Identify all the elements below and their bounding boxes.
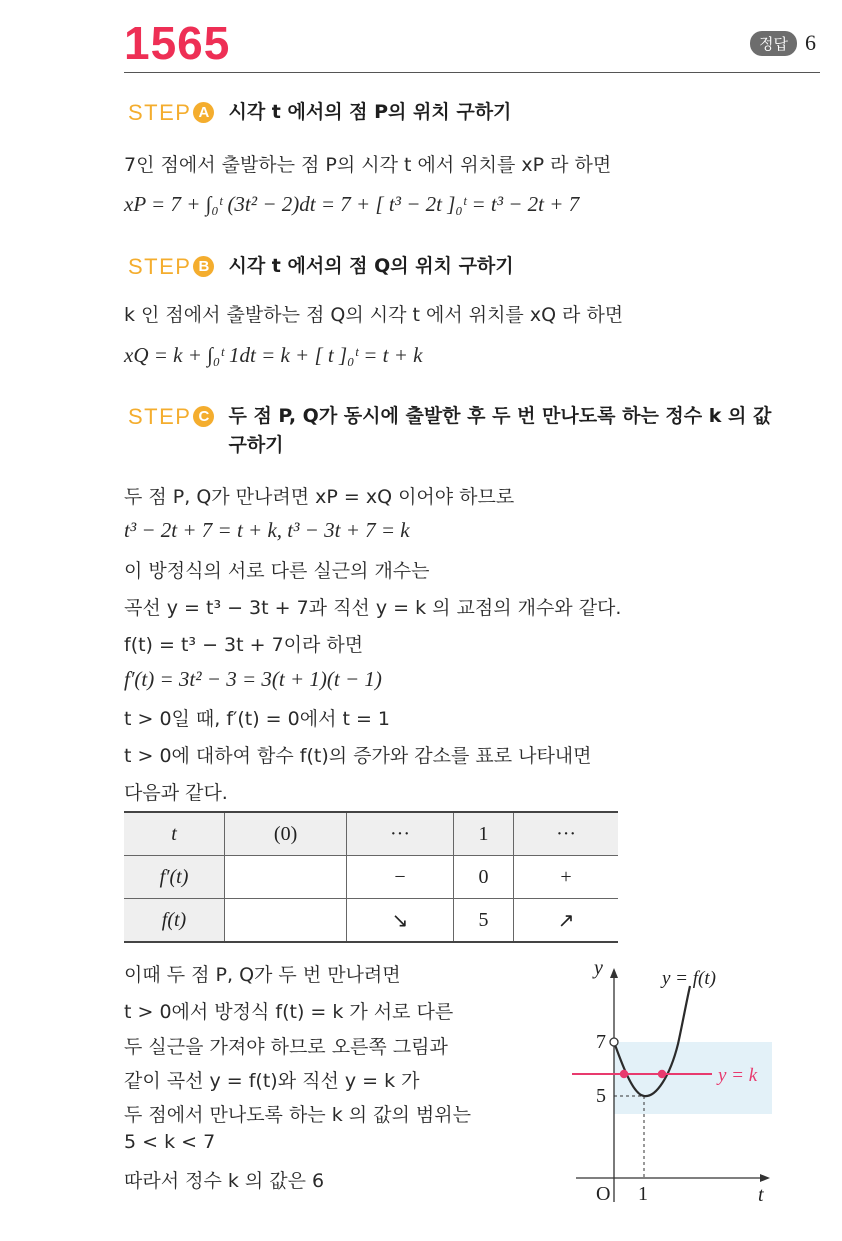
- y-axis-arrow: [610, 968, 618, 978]
- table-cell: [225, 899, 347, 943]
- answer-value: 6: [805, 30, 816, 55]
- t-axis-label: t: [758, 1184, 764, 1206]
- table-cell: f′(t): [124, 856, 225, 899]
- step-a-letter: A: [193, 102, 214, 123]
- intersection-point: [658, 1070, 666, 1078]
- step-c-line-8: 다음과 같다.: [124, 782, 228, 804]
- table-row: [124, 899, 618, 943]
- variation-table: [124, 811, 618, 943]
- table-cell: ···: [347, 812, 454, 856]
- conclusion-line-3: 같이 곡선 y = f(t)와 직선 y = k 가: [124, 1070, 420, 1092]
- conclusion-line-5: 5 < k < 7: [124, 1131, 216, 1153]
- step-b-line: k 인 점에서 출발하는 점 Q의 시각 t 에서 위치를 xQ 라 하면: [124, 304, 624, 326]
- step-a-word: STEP: [128, 100, 192, 125]
- y-axis-label: y: [594, 957, 603, 979]
- origin-label: O: [596, 1183, 611, 1205]
- step-b-letter: B: [193, 256, 214, 277]
- step-c-line-3: 곡선 y = t³ − 3t + 7과 직선 y = k 의 교점의 개수와 같다.: [124, 597, 622, 619]
- conclusion-line-0: 이때 두 점 P, Q가 두 번 만나려면: [124, 964, 401, 986]
- line-k-label: y = k: [718, 1065, 758, 1086]
- step-b-equation: xQ = k + ∫₀ᵗ 1dt = k + [ t ]₀ᵗ = t + k: [124, 343, 423, 367]
- table-cell: ···: [514, 812, 618, 856]
- step-b-title: 시각 t 에서의 점 Q의 위치 구하기: [228, 255, 514, 277]
- table-cell: +: [514, 856, 618, 899]
- t-axis-arrow: [760, 1174, 770, 1182]
- intersection-point: [620, 1070, 628, 1078]
- step-a-equation: xP = 7 + ∫₀ᵗ (3t² − 2)dt = 7 + [ t³ − 2t ]₀ᵗ = t³ − 2t + 7: [124, 192, 580, 216]
- step-c-line-2: 이 방정식의 서로 다른 실근의 개수는: [124, 560, 430, 582]
- step-c-line-1: t³ − 2t + 7 = t + k, t³ − 3t + 7 = k: [124, 518, 410, 542]
- conclusion-line-1: t > 0에서 방정식 f(t) = k 가 서로 다른: [124, 1001, 454, 1023]
- step-a-line: 7인 점에서 출발하는 점 P의 시각 t 에서 위치를 xP 라 하면: [124, 154, 612, 176]
- curve-label: y = f(t): [662, 968, 716, 989]
- step-b-heading: [128, 254, 514, 283]
- function-graph: [572, 952, 792, 1208]
- answer-area: [750, 30, 816, 56]
- conclusion-line-2: 두 실근을 가져야 하므로 오른쪽 그림과: [124, 1036, 448, 1058]
- step-c-heading: [128, 404, 771, 462]
- step-c-line-5: f′(t) = 3t² − 3 = 3(t + 1)(t − 1): [124, 667, 382, 691]
- table-cell: 0: [453, 856, 513, 899]
- tick-5-label: 5: [596, 1085, 606, 1107]
- conclusion-line-6: 따라서 정수 k 의 값은 6: [124, 1170, 325, 1192]
- open-point: [610, 1038, 618, 1046]
- step-c-title-line1: 두 점 P, Q가 동시에 출발한 후 두 번 만나도록 하는 정수 k 의 값: [228, 405, 772, 427]
- tick-1-label: 1: [638, 1183, 648, 1205]
- step-a-heading: [128, 100, 511, 129]
- table-cell: ↗: [514, 899, 618, 943]
- table-row: [124, 812, 618, 856]
- table-cell: [225, 856, 347, 899]
- table-cell: f(t): [124, 899, 225, 943]
- step-c-letter: C: [193, 406, 214, 427]
- step-c-title-line2: 구하기: [228, 434, 284, 456]
- table-cell: 5: [453, 899, 513, 943]
- header-divider: [124, 72, 820, 73]
- tick-7-label: 7: [596, 1031, 606, 1053]
- table-cell: −: [347, 856, 454, 899]
- step-c-line-4: f(t) = t³ − 3t + 7이라 하면: [124, 634, 364, 656]
- problem-number: 1565: [124, 17, 231, 69]
- step-c-line-7: t > 0에 대하여 함수 f(t)의 증가와 감소를 표로 나타내면: [124, 745, 592, 767]
- table-cell: 1: [453, 812, 513, 856]
- table-cell: t: [124, 812, 225, 856]
- step-c-line-6: t > 0일 때, f′(t) = 0에서 t = 1: [124, 708, 391, 730]
- table-cell: ↘: [347, 899, 454, 943]
- table-cell: (0): [225, 812, 347, 856]
- answer-badge: 정답: [750, 31, 797, 56]
- step-a-title: 시각 t 에서의 점 P의 위치 구하기: [228, 101, 512, 123]
- step-c-word: STEP: [128, 404, 192, 429]
- conclusion-line-4: 두 점에서 만나도록 하는 k 의 값의 범위는: [124, 1104, 471, 1126]
- step-b-word: STEP: [128, 254, 192, 279]
- step-c-line-0: 두 점 P, Q가 만나려면 xP = xQ 이어야 하므로: [124, 486, 515, 508]
- table-row: [124, 856, 618, 899]
